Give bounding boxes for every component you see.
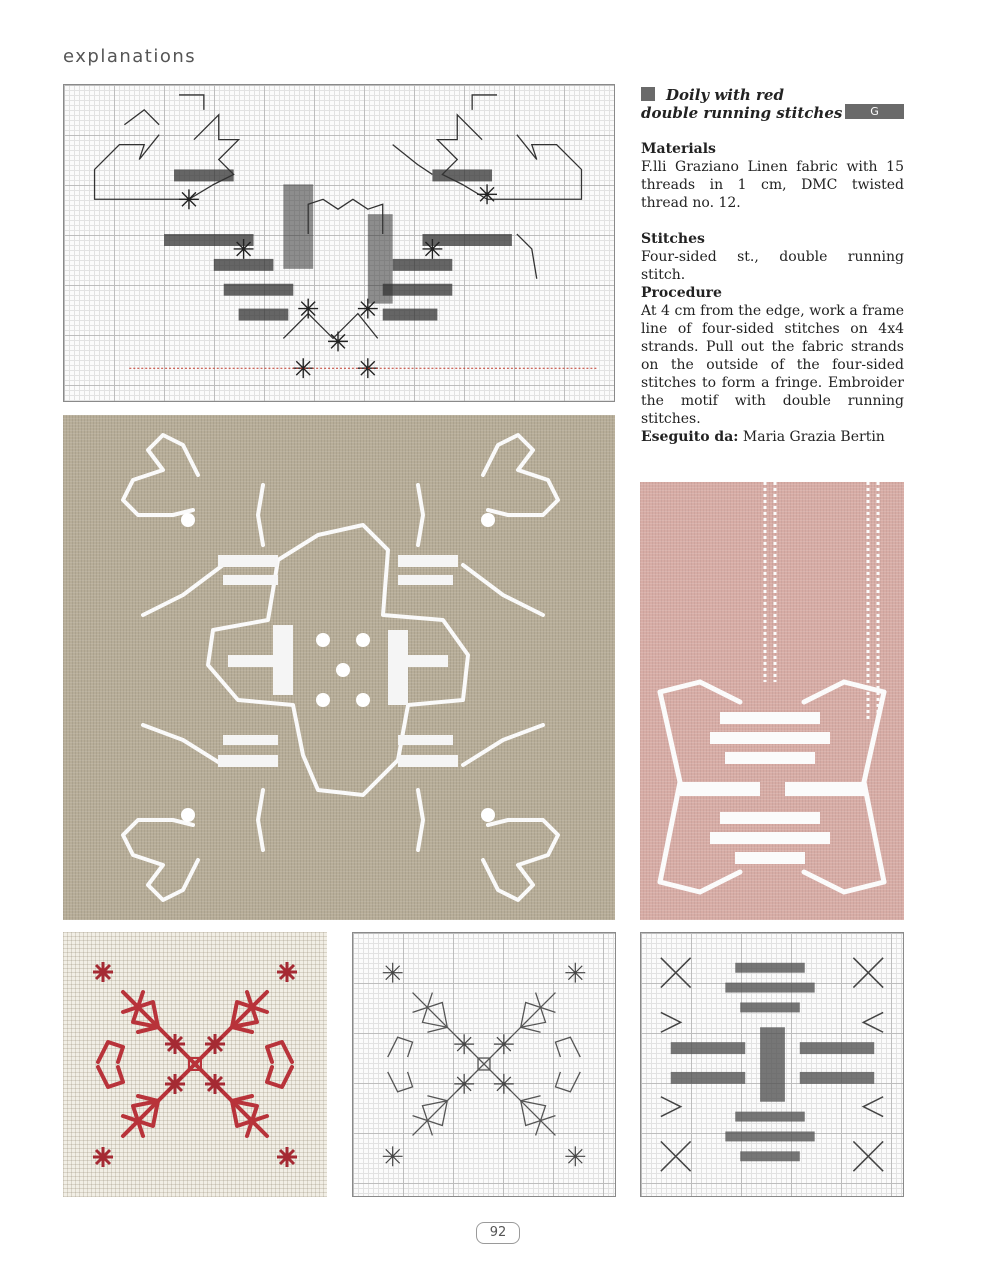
executed-by-label: Eseguito da: <box>641 429 739 445</box>
chart-pink-border <box>640 932 904 1197</box>
photo-white-on-linen <box>63 415 615 920</box>
chart-red-doily <box>352 932 616 1197</box>
chart-pink-border-drawing <box>641 933 903 1196</box>
stitches-text: Four-sided st., double running stitch. <box>641 249 904 283</box>
title-line-2: double running stitches <box>641 104 843 122</box>
procedure-heading: Procedure <box>641 285 722 301</box>
materials-text: F.lli Graziano Linen fabric with 15 threads in 1 cm, DMC twisted thread no. 12. <box>641 159 904 211</box>
materials-section <box>641 140 904 212</box>
executed-by <box>641 428 885 446</box>
stitches-section <box>641 230 904 284</box>
photo-white-on-linen-drawing <box>63 415 615 920</box>
procedure-text: At 4 cm from the edge, work a frame line of four-sided stitches on 4x4 strands. Pull out the fabric strands on the outside of the four-sided stitches to form a fringe. Embroider the motif with double running stitches. <box>641 303 904 427</box>
photo-red-doily <box>63 932 327 1197</box>
executed-by-name: Maria Grazia Bertin <box>742 429 885 445</box>
title-line-1: Doily with red <box>666 86 784 104</box>
procedure-section <box>641 284 904 428</box>
photo-red-doily-drawing <box>63 932 327 1197</box>
difficulty-badge: G <box>845 104 904 119</box>
materials-heading: Materials <box>641 141 716 157</box>
page-number: 92 <box>476 1222 520 1244</box>
photo-pink-border-drawing <box>640 482 904 920</box>
stitches-heading: Stitches <box>641 231 705 247</box>
section-title: explanations <box>63 46 197 67</box>
photo-pink-border <box>640 482 904 920</box>
chart-main-motif-drawing <box>64 85 614 401</box>
chart-main-motif <box>63 84 615 402</box>
chart-red-doily-drawing <box>353 933 615 1196</box>
